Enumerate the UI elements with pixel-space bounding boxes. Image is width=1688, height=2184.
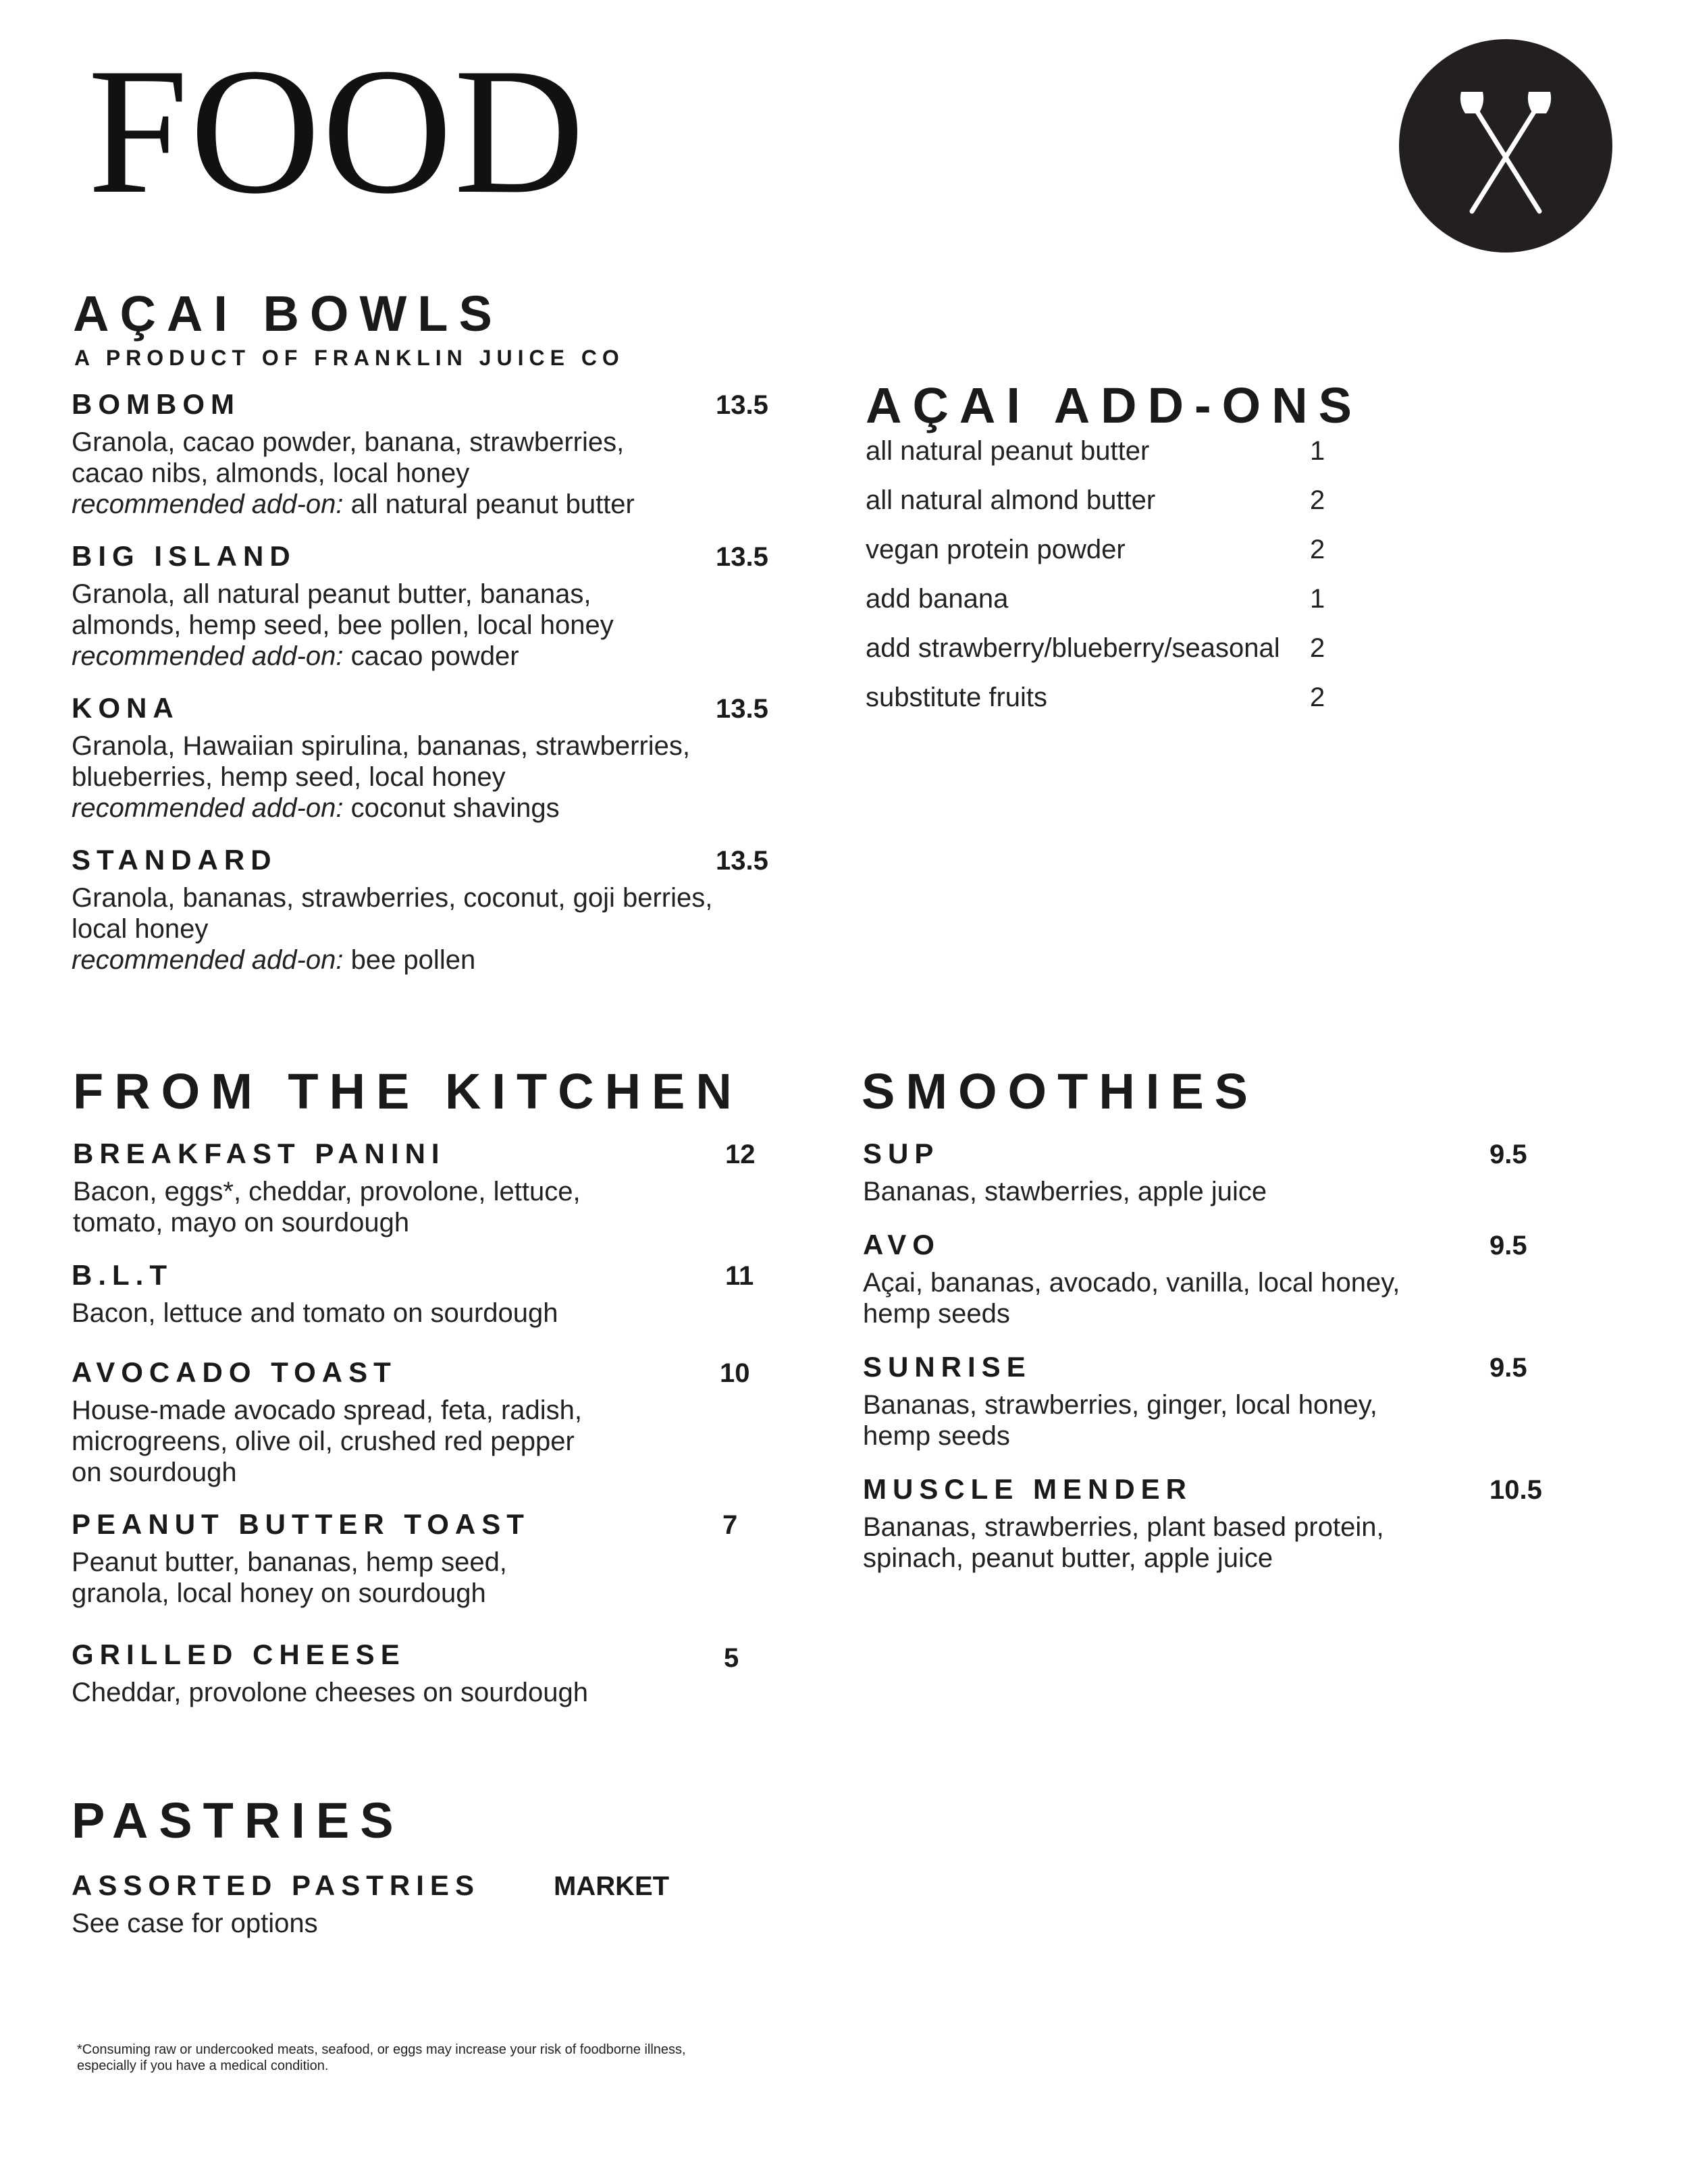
item-description: House-made avocado spread, feta, radish, microgreens, olive oil, crushed red pepper on sourdough [72, 1395, 582, 1487]
item-description: Peanut butter, bananas, hemp seed, granola, local honey on sourdough [72, 1547, 507, 1608]
item-price: 9.5 [1489, 1353, 1527, 1383]
item-price: 13.5 [716, 846, 768, 876]
item-description: Granola, all natural peanut butter, bananas, almonds, hemp seed, bee pollen, local honey recommended add-on: cacao powder [72, 579, 614, 671]
item-name: B.L.T [72, 1259, 173, 1291]
addon-price: 1 [1310, 584, 1325, 614]
item-description: Açai, bananas, avocado, vanilla, local honey, hemp seeds [863, 1268, 1400, 1329]
addon-name: all natural peanut butter [866, 436, 1150, 466]
addon-name: vegan protein powder [866, 535, 1126, 564]
item-price: 9.5 [1489, 1140, 1527, 1169]
item-name: MUSCLE MENDER [863, 1473, 1193, 1505]
item-description: Bananas, stawberries, apple juice [863, 1177, 1267, 1206]
crossed-axes-icon [1399, 39, 1612, 252]
addon-price: 2 [1310, 683, 1325, 712]
item-name: SUNRISE [863, 1351, 1032, 1383]
item-price: 12 [725, 1140, 756, 1169]
item-price: 13.5 [716, 694, 768, 724]
item-name: AVOCADO TOAST [72, 1356, 397, 1388]
item-description: See case for options [72, 1909, 318, 1938]
addon-name: all natural almond butter [866, 485, 1156, 515]
item-name: AVO [863, 1229, 941, 1260]
logo [1399, 39, 1612, 252]
item-price: MARKET [554, 1871, 670, 1901]
item-price: 10.5 [1489, 1475, 1542, 1505]
acai-addons-heading: AÇAI ADD-ONS [866, 377, 1363, 433]
addon-price: 2 [1310, 633, 1325, 663]
item-name: KONA [72, 692, 180, 724]
item-price: 13.5 [716, 542, 768, 572]
addon-price: 1 [1310, 436, 1325, 466]
item-description: Granola, cacao powder, banana, strawberries, cacao nibs, almonds, local honey recommended add-on: all natural peanut butter [72, 427, 635, 519]
item-description: Bacon, eggs*, cheddar, provolone, lettuce, tomato, mayo on sourdough [73, 1177, 581, 1237]
item-description: Bananas, strawberries, ginger, local honey, hemp seeds [863, 1390, 1377, 1451]
item-description: Granola, Hawaiian spirulina, bananas, strawberries, blueberries, hemp seed, local honey recommended add-on: coconut shavings [72, 731, 691, 823]
item-name: PEANUT BUTTER TOAST [72, 1508, 530, 1540]
addon-price: 2 [1310, 485, 1325, 515]
addon-price: 2 [1310, 535, 1325, 564]
item-price: 5 [724, 1643, 739, 1673]
acai-bowls-subheading: A PRODUCT OF FRANKLIN JUICE CO [74, 346, 625, 370]
item-name: BREAKFAST PANINI [73, 1138, 446, 1169]
footnote: *Consuming raw or undercooked meats, seafood, or eggs may increase your risk of foodborne illness, especially if you have a medical condition. [77, 2042, 686, 2073]
item-name: STANDARD [72, 844, 278, 876]
item-price: 7 [722, 1510, 738, 1540]
page-title: FOOD [88, 30, 586, 231]
item-price: 11 [725, 1261, 754, 1291]
item-price: 13.5 [716, 390, 768, 420]
item-price: 9.5 [1489, 1231, 1527, 1260]
item-name: BIG ISLAND [72, 540, 296, 572]
item-description: Bananas, strawberries, plant based protein, spinach, peanut butter, apple juice [863, 1512, 1384, 1573]
item-name: SUP [863, 1138, 940, 1169]
kitchen-heading: FROM THE KITCHEN [73, 1063, 743, 1119]
item-price: 10 [720, 1358, 750, 1388]
acai-bowls-heading: AÇAI BOWLS [73, 286, 503, 342]
pastries-heading: PASTRIES [72, 1792, 404, 1848]
addon-name: add strawberry/blueberry/seasonal [866, 633, 1280, 663]
item-name: GRILLED CHEESE [72, 1639, 406, 1670]
item-name: ASSORTED PASTRIES [72, 1869, 480, 1901]
item-description: Bacon, lettuce and tomato on sourdough [72, 1298, 558, 1328]
item-description: Granola, bananas, strawberries, coconut, goji berries, local honey recommended add-on: bee pollen [72, 883, 713, 975]
addon-name: add banana [866, 584, 1009, 614]
smoothies-heading: SMOOTHIES [862, 1063, 1259, 1119]
item-description: Cheddar, provolone cheeses on sourdough [72, 1678, 588, 1707]
addon-name: substitute fruits [866, 683, 1048, 712]
item-name: BOMBOM [72, 388, 240, 420]
